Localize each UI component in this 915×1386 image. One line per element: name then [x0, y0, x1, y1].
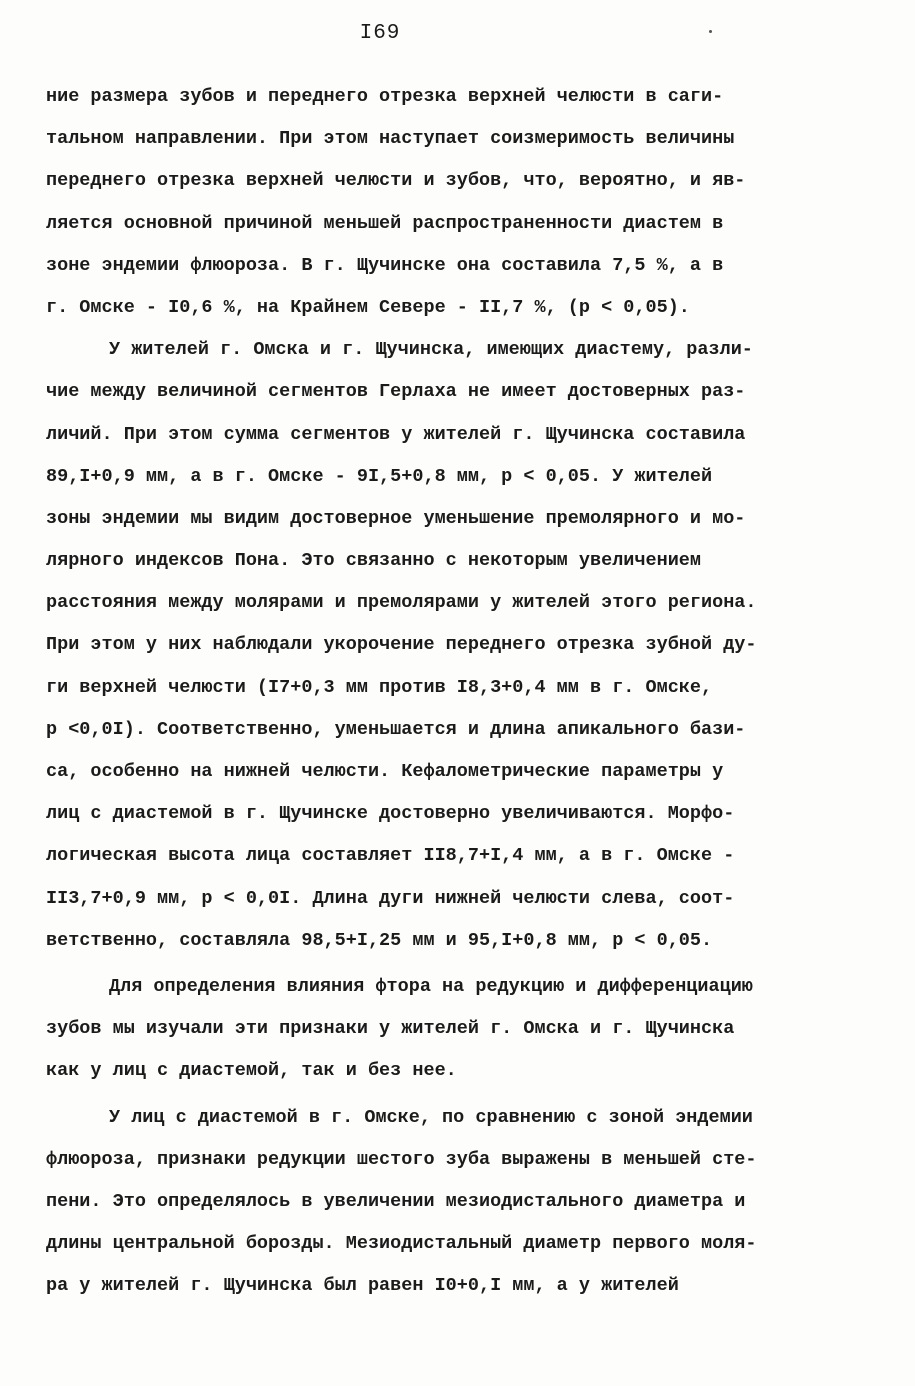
text-line: У лиц с диастемой в г. Омске, по сравнению с зоной эндемии	[109, 1106, 753, 1128]
body-text	[46, 76, 886, 1307]
text-line: При этом у них наблюдали укорочение переднего отрезка зубной ду-	[46, 634, 757, 656]
text-line: лярного индексов Пона. Это связанно с некоторым увеличением	[46, 550, 702, 572]
text-line: переднего отрезка верхней челюсти и зубов, что, вероятно, и яв-	[46, 170, 746, 192]
text-line: ги верхней челюсти (I7+0,3 мм против I8,3+0,4 мм в г. Омске,	[46, 676, 713, 698]
text-line: ра у жителей г. Щучинска был равен I0+0,I мм, а у жителей	[46, 1275, 679, 1297]
text-line: личий. При этом сумма сегментов у жителей г. Щучинска составила	[46, 423, 746, 445]
paragraph	[46, 966, 886, 1093]
text-line: У жителей г. Омска и г. Щучинска, имеющих диастему, разли-	[109, 339, 753, 361]
text-line: зубов мы изучали эти признаки у жителей г. Омска и г. Щучинска	[46, 1018, 735, 1040]
paragraph	[46, 76, 886, 329]
text-line: ветственно, составляла 98,5+I,25 мм и 95,I+0,8 мм, р < 0,05.	[46, 929, 713, 951]
text-line: ние размера зубов и переднего отрезка верхней челюсти в саги-	[46, 86, 724, 107]
text-line: пени. Это определялось в увеличении мезиодистального диаметра и	[46, 1190, 746, 1212]
paragraph	[46, 1097, 886, 1308]
text-line: Для определения влияния фтора на редукцию и дифференциацию	[109, 975, 753, 997]
text-line: ляется основной причиной меньшей распространенности диастем в	[46, 212, 724, 234]
text-line: 89,I+0,9 мм, а в г. Омске - 9I,5+0,8 мм, р < 0,05. У жителей	[46, 465, 713, 487]
text-line: чие между величиной сегментов Герлаха не имеет достоверных раз-	[46, 381, 746, 403]
text-line: тальном направлении. При этом наступает соизмеримость величины	[46, 128, 735, 150]
text-line: р <0,0I). Соответственно, уменьшается и длина апикального бази-	[46, 718, 746, 740]
text-line: лиц с диастемой в г. Щучинске достоверно увеличиваются. Морфо-	[46, 803, 735, 825]
text-line: са, особенно на нижней челюсти. Кефалометрические параметры у	[46, 761, 724, 782]
text-line: логическая высота лица составляет II8,7+I,4 мм, а в г. Омске -	[46, 845, 735, 867]
text-line: длины центральной борозды. Мезиодистальный диаметр первого моля-	[46, 1233, 757, 1255]
text-line: г. Омске - I0,6 %, на Крайнем Севере - II,7 %, (р < 0,05).	[46, 296, 690, 318]
page-number: I69	[359, 22, 401, 45]
text-line: II3,7+0,9 мм, р < 0,0I. Длина дуги нижней челюсти слева, соот-	[46, 887, 735, 909]
text-line: флюороза, признаки редукции шестого зуба выражены в меньшей сте-	[46, 1148, 757, 1170]
stray-mark	[709, 30, 712, 33]
text-line: зоны эндемии мы видим достоверное уменьшение премолярного и мо-	[46, 507, 746, 529]
text-line: как у лиц с диастемой, так и без нее.	[46, 1060, 457, 1082]
text-line: зоне эндемии флюороза. В г. Щучинске она составила 7,5 %, а в	[46, 254, 724, 276]
text-line: расстояния между молярами и премолярами у жителей этого региона.	[46, 592, 757, 614]
paragraph	[46, 329, 886, 962]
